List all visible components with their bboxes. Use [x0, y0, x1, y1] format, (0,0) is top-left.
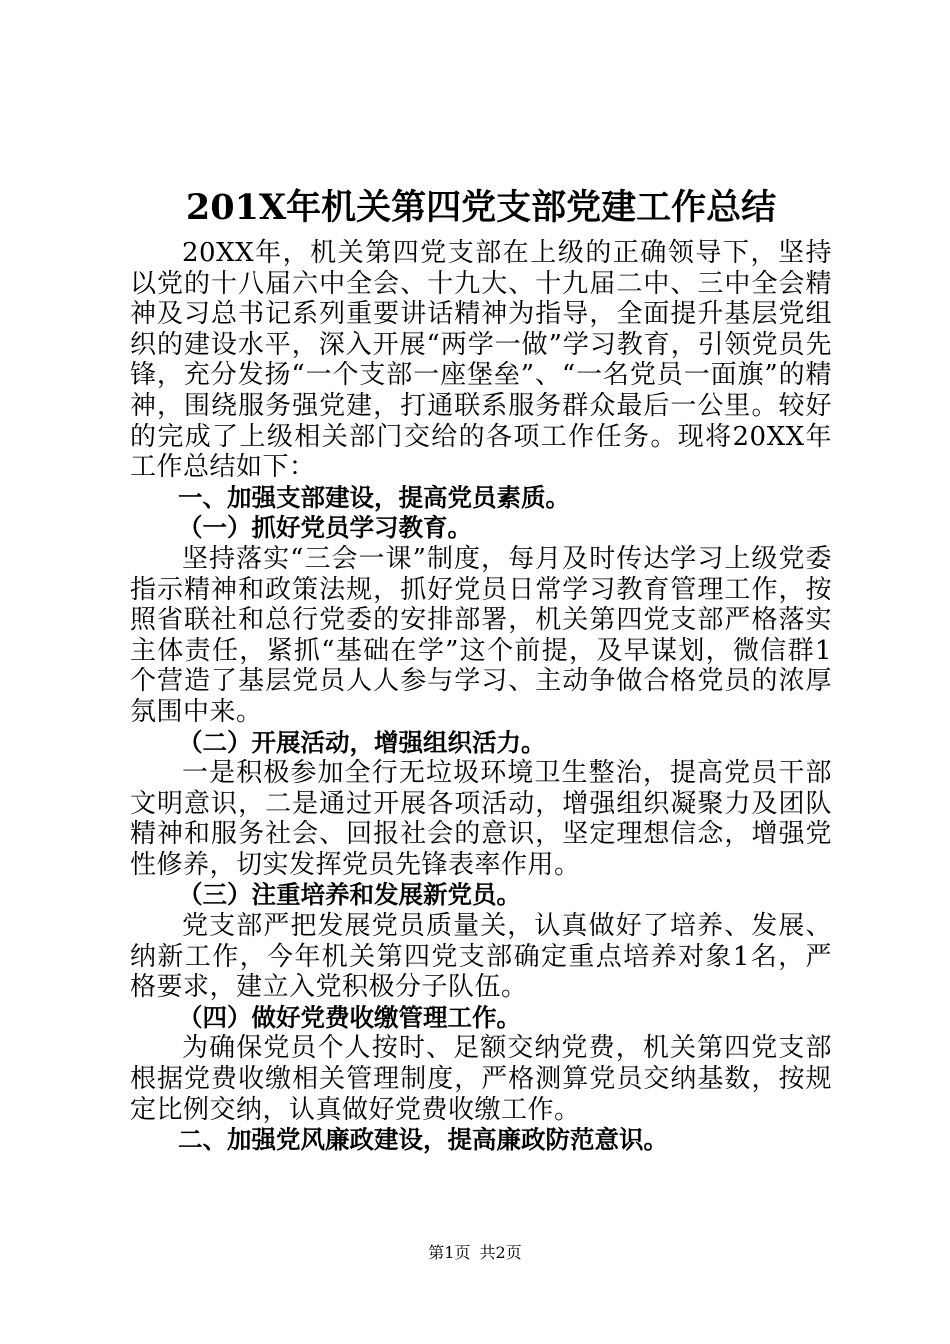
paragraph-new-members: 党支部严把发展党员质量关，认真做好了培养、发展、纳新工作，今年机关第四党支部确定重点培养对象1名，严格要求，建立入党积极分子队伍。 — [130, 911, 832, 1003]
document-body — [130, 180, 832, 1156]
document-title: 201X年机关第四党支部党建工作总结 — [185, 187, 777, 228]
page-total: 共2页 — [479, 1243, 522, 1262]
paragraph-study: 坚持落实“三会一课”制度，每月及时传达学习上级党委指示精神和政策法规，抓好党员日常学习教育管理工作，按照省联社和总行党委的安排部署，机关第四党支部严格落实主体责任，紧抓“基础在学”这个前提，及早谋划，微信群1个营造了基层党员人人参与学习、主动争做合格党员的浓厚氛围中来。 — [130, 543, 832, 727]
paragraph-dues: 为确保党员个人按时、足额交纳党费，机关第四党支部根据党费收缴相关管理制度，严格测算党员交纳基数，按规定比例交纳，认真做好党费收缴工作。 — [130, 1033, 832, 1125]
subsection-heading-3: （三）注重培养和发展新党员。 — [178, 880, 521, 910]
subsection-heading-2: （二）开展活动，增强组织活力。 — [178, 727, 546, 757]
subsection-heading-1: （一）抓好党员学习教育。 — [178, 513, 472, 543]
paragraph-intro: 20XX年，机关第四党支部在上级的正确领导下，坚持以党的十八届六中全会、十九大、十九届二中、三中全会精神及习总书记系列重要讲话精神为指导，全面提升基层党组织的建设水平，深入开展“两学一做”学习教育，引领党员先锋，充分发扬“一个支部一座堡垒”、“一名党员一面旗”的精神，围绕服务强党建，打通联系服务群众最后一公里。较好的完成了上级相关部门交给的各项工作任务。现将20XX年工作总结如下： — [130, 238, 832, 483]
section-heading-2: 二、加强党风廉政建设，提高廉政防范意识。 — [178, 1125, 668, 1155]
subsection-heading-4: （四）做好党费收缴管理工作。 — [178, 1002, 521, 1032]
paragraph-activities: 一是积极参加全行无垃圾环境卫生整治，提高党员干部文明意识，二是通过开展各项活动，增强组织凝聚力及团队精神和服务社会、回报社会的意识，坚定理想信念，增强党性修养，切实发挥党员先锋表率作用。 — [130, 758, 832, 880]
section-heading-1: 一、加强支部建设，提高党员素质。 — [178, 482, 570, 512]
page-number: 第1页 — [428, 1243, 471, 1262]
page-footer — [0, 1242, 950, 1264]
